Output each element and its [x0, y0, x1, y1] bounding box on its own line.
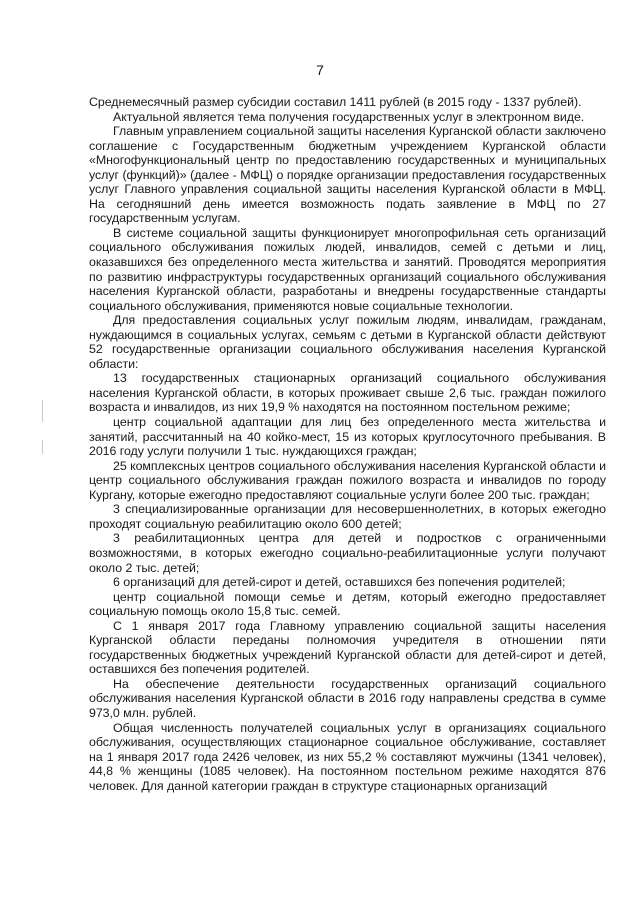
list-item: 13 государственных стационарных организаций социального обслуживания населения Курганской области, в которых проживает свыше 2,6 тыс. граждан пожилого возраста и инвалидов, из них 19,9 % находятся на постоянном постельном режиме; — [89, 371, 606, 415]
list-item: 3 специализированные организации для несовершеннолетних, в которых ежегодно проходят социальную реабилитацию около 600 детей; — [89, 502, 606, 531]
margin-scan-mark — [42, 440, 43, 454]
margin-scan-mark — [42, 400, 43, 422]
list-item: центр социальной адаптации для лиц без определенного места жительства и занятий, рассчитанный на 40 койко-мест, 15 из которых круглосуточного пребывания. В 2016 году услуги получили 1 тыс. нуждающихся граждан; — [89, 415, 606, 459]
paragraph: В системе социальной защиты функционирует многопрофильная сеть организаций социального обслуживания пожилых людей, инвалидов, семей с детьми и лиц, оказавшихся без определенного места жительства и занятий. Проводятся мероприятия по развитию инфраструктуры государственных организаций социального обслуживания населения Курганской области, разработаны и внедрены государственные стандарты социального обслуживания, применяются новые социальные технологии. — [89, 225, 606, 313]
paragraph: С 1 января 2017 года Главному управлению социальной защиты населения Курганской области переданы полномочия учредителя в отношении пяти государственных бюджетных учреждений Курганской области для детей-сирот и детей, оставшихся без попечения родителей. — [89, 618, 606, 677]
list-item: центр социальной помощи семье и детям, который ежегодно предоставляет социальную помощь около 15,8 тыс. семей. — [89, 589, 606, 619]
list-item: 6 организаций для детей-сирот и детей, оставшихся без попечения родителей; — [113, 575, 566, 590]
paragraph: Общая численность получателей социальных услуг в организациях социального обслуживания, осуществляющих стационарное социальное обслуживание, составляет на 1 января 2017 года 2426 человек, из них 55,2 % составляют мужчины (1341 человек), 44,8 % женщины (1085 человек). На постоянном постельном режиме находятся 876 человек. Для данной категории граждан в структуре стационарных организаций — [89, 720, 606, 793]
list-item: 3 реабилитационных центра для детей и подростков с ограниченными возможностями, в которых ежегодно социально-реабилитационные услуги получают около 2 тыс. детей; — [89, 531, 606, 575]
list-item: 25 комплексных центров социального обслуживания населения Курганской области и центр социального обслуживания граждан пожилого возраста и инвалидов по городу Кургану, которые ежегодно предоставляют социальные услуги более 200 тыс. граждан; — [89, 458, 606, 502]
paragraph: Среднемесячный размер субсидии составил 1411 рублей (в 2015 году - 1337 рублей). — [89, 95, 582, 109]
paragraph: На обеспечение деятельности государственных организаций социального обслуживания населения Курганской области в 2016 году направлены средства в сумме 973,0 млн. рублей. — [89, 676, 606, 720]
page-number: 7 — [316, 62, 324, 78]
paragraph: Для предоставления социальных услуг пожилым людям, инвалидам, гражданам, нуждающимся в социальных услугах, семьям с детьми в Курганской области действуют 52 государственные организации социального обслуживания населения Курганской области: — [89, 313, 606, 371]
paragraph: Актуальной является тема получения государственных услуг в электронном виде. — [113, 109, 585, 124]
document-body — [89, 95, 606, 793]
paragraph: Главным управлением социальной защиты населения Курганской области заключено соглашение с Государственным бюджетным учреждением Курганской области «Многофункциональный центр по предоставлению государственных и муниципальных услуг (функций)» (далее - МФЦ) о порядке организации предоставления государственных услуг Главного управления социальной защиты населения Курганской области в МФЦ. На сегодняшний день имеется возможность подать заявление в МФЦ по 27 государственным услугам. — [89, 124, 606, 226]
